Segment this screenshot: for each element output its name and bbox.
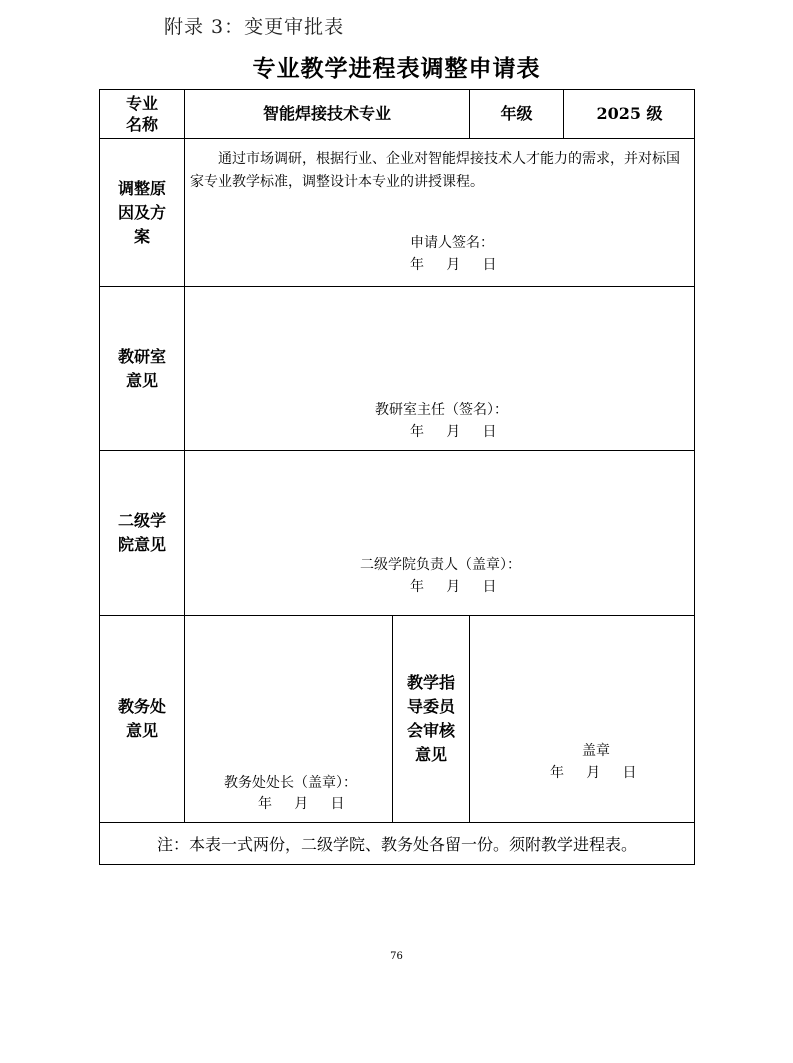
- committee-label-line4: 意见: [414, 745, 447, 764]
- adjustment-reason-label-line2: 因及方: [117, 202, 166, 222]
- office-director-signature-field[interactable]: 教研室主任（签名）：: [375, 402, 508, 418]
- row-divider: [99, 450, 695, 451]
- committee-label-line2: 导委员: [406, 697, 455, 716]
- committee-label-line3: 会审核: [406, 721, 455, 740]
- row-divider: [99, 286, 695, 287]
- form-note: 注：本表一式两份，二级学院、教务处各留一份。须附教学进程表。: [156, 835, 637, 854]
- college-label-line1: 二级学: [117, 511, 166, 530]
- adjustment-reason-text: 通过市场调研，根据行业、企业对智能焊接技术人才能力的需求，并对标国家专业教学标准，调整设计本专业的讲授课程。: [190, 151, 680, 190]
- college-label-line2: 院意见: [117, 535, 166, 554]
- academic-director-stamp-field[interactable]: 教务处处长（盖章）：: [224, 775, 357, 791]
- applicant-date-field[interactable]: 年 月 日: [410, 257, 497, 273]
- adjustment-reason-label-line3: 案: [133, 226, 150, 246]
- grade-label: 年级: [500, 103, 533, 123]
- teaching-office-opinion-label: [99, 287, 185, 450]
- academic-affairs-label-line2: 意见: [125, 721, 158, 740]
- academic-date-field[interactable]: 年 月 日: [258, 796, 345, 812]
- column-divider: [469, 615, 470, 822]
- teaching-office-label-line2: 意见: [125, 370, 158, 390]
- page-title: 专业教学进程表调整申请表: [252, 55, 541, 82]
- grade-value: 2025 级: [596, 103, 663, 123]
- committee-label-line1: 教学指: [406, 673, 455, 692]
- committee-date-field[interactable]: 年 月 日: [550, 765, 637, 781]
- college-opinion-label: [99, 451, 185, 615]
- major-name-label-line2: 名称: [125, 114, 158, 134]
- college-date-field[interactable]: 年 月 日: [410, 579, 497, 595]
- teaching-office-label-line1: 教研室: [117, 346, 166, 366]
- major-name-value: 智能焊接技术专业: [262, 103, 391, 123]
- adjustment-reason-label-line1: 调整原: [117, 178, 166, 198]
- academic-affairs-label-line1: 教务处: [117, 697, 166, 716]
- applicant-signature-field[interactable]: 申请人签名：: [410, 235, 494, 251]
- appendix-label: 附录 3：变更审批表: [164, 16, 345, 38]
- office-date-field[interactable]: 年 月 日: [410, 424, 497, 440]
- major-name-label-line1: 专业: [125, 93, 158, 113]
- row-divider: [99, 138, 695, 139]
- college-head-stamp-field[interactable]: 二级学院负责人（盖章）：: [360, 557, 521, 573]
- academic-affairs-opinion-label: [99, 616, 185, 822]
- committee-review-label: [393, 616, 469, 822]
- adjustment-reason-label: [99, 139, 185, 286]
- major-name-label: [99, 89, 185, 138]
- page-number: 76: [390, 951, 403, 962]
- committee-stamp-field[interactable]: 盖章: [582, 743, 610, 759]
